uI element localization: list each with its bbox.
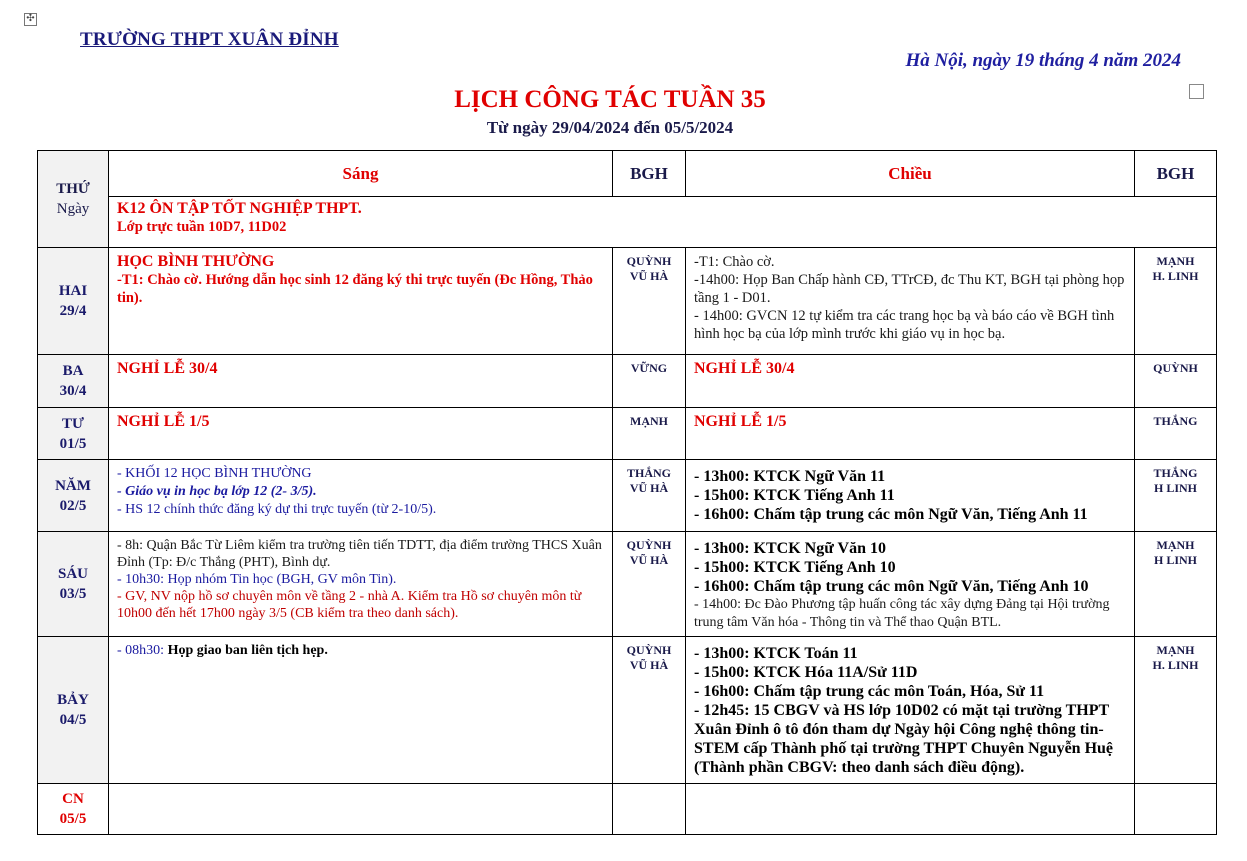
afternoon-cell [686, 532, 1135, 637]
afternoon-line: - 14h00: GVCN 12 tự kiểm tra các trang học bạ và báo cáo về BGH tình hình học bạ của lớp mình trước khi giáo vụ in học bạ. [694, 308, 1115, 342]
bgh-afternoon-cell [1135, 460, 1217, 532]
afternoon-line: - 13h00: KTCK Toán 11 [694, 645, 858, 662]
bgh-morning-cell [613, 784, 686, 835]
dateline: Hà Nội, ngày 19 tháng 4 năm 2024 [905, 50, 1181, 71]
morning-cell [109, 355, 613, 408]
bgh-afternoon-cell [1135, 408, 1217, 460]
morning-line: - KHỐI 12 HỌC BÌNH THƯỜNG [117, 466, 312, 481]
afternoon-line: - 16h00: Chấm tập trung các môn Ngữ Văn, Tiếng Anh 10 [694, 578, 1089, 595]
morning-cell [109, 637, 613, 784]
afternoon-line: - 13h00: KTCK Ngữ Văn 10 [694, 540, 886, 557]
bgh-morning-header: BGH [613, 151, 686, 197]
morning-cell [109, 248, 613, 355]
afternoon-line: - 14h00: Đc Đào Phương tập huấn công tác xây dựng Đảng tại Hội trường trung tâm Văn hóa - Thông tin và Thể thao Quận BTL. [694, 597, 1110, 630]
afternoon-column-header: Chiều [686, 151, 1135, 197]
day-cell [38, 355, 109, 408]
date-label: 04/5 [59, 712, 87, 728]
bgh-morning-cell [613, 248, 686, 355]
day-cell [38, 460, 109, 532]
bgh-name: THẮNG [626, 466, 671, 480]
day-label: TƯ [62, 415, 84, 432]
bgh-name: VŨ HÀ [629, 481, 669, 495]
date-label: 05/5 [59, 811, 87, 827]
week-note-cell [109, 197, 1217, 248]
morning-line: -T1: Chào cờ. Hướng dẫn học sinh 12 đăng ký thi trực tuyến (Đc Hồng, Thảo tin). [117, 272, 593, 306]
page-title: LỊCH CÔNG TÁC TUẦN 35 [454, 86, 766, 113]
bgh-name: VŨ HÀ [629, 269, 669, 283]
bgh-afternoon-cell [1135, 637, 1217, 784]
afternoon-cell [686, 460, 1135, 532]
morning-line: NGHỈ LỄ 30/4 [117, 360, 218, 377]
table-row [38, 784, 1217, 835]
afternoon-line: - 13h00: KTCK Ngữ Văn 11 [694, 468, 886, 485]
morning-line: - Giáo vụ in học bạ lớp 12 (2- 3/5). [117, 484, 317, 499]
morning-line: - 10h30: Họp nhóm Tin học (BGH, GV môn Tin). [117, 572, 397, 587]
week-note-line1: K12 ÔN TẬP TỐT NGHIỆP THPT. [117, 200, 362, 217]
morning-line: Họp giao ban liên tịch hẹp. [167, 643, 328, 658]
table-row [38, 637, 1217, 784]
page-subtitle: Từ ngày 29/04/2024 đến 05/5/2024 [486, 118, 734, 137]
table-row [38, 460, 1217, 532]
day-column-header [38, 151, 109, 248]
bgh-afternoon-cell [1135, 532, 1217, 637]
day-cell [38, 637, 109, 784]
afternoon-line: -T1: Chào cờ. [694, 254, 775, 270]
bgh-name: QUỲNH [626, 254, 672, 268]
bgh-afternoon-header: BGH [1135, 151, 1217, 197]
table-row [38, 408, 1217, 460]
afternoon-line: NGHỈ LỄ 30/4 [694, 360, 795, 377]
day-cell [38, 408, 109, 460]
afternoon-line: - 15h00: KTCK Tiếng Anh 10 [694, 559, 896, 576]
day-label: HAI [58, 283, 88, 299]
bgh-afternoon-cell [1135, 784, 1217, 835]
afternoon-line: -14h00: Họp Ban Chấp hành CĐ, TTrCĐ, đc Thu KT, BGH tại phòng họp tầng 1 - D01. [694, 272, 1125, 306]
bgh-name: MẠNH [1156, 254, 1195, 268]
bgh-morning-cell [613, 408, 686, 460]
bgh-name: VŨ HÀ [629, 553, 669, 567]
table-row [38, 355, 1217, 408]
afternoon-line: - 15h00: KTCK Hóa 11A/Sử 11D [694, 664, 918, 681]
bgh-name: H LINH [1153, 481, 1197, 495]
bgh-name: THẮNG [1153, 414, 1198, 428]
note-row [38, 197, 1217, 248]
afternoon-cell [686, 408, 1135, 460]
day-label: SÁU [57, 566, 88, 582]
day-cell [38, 248, 109, 355]
bgh-name: QUỲNH [626, 538, 672, 552]
bgh-name: MẠNH [630, 414, 668, 428]
bgh-name: H. LINH [1152, 658, 1199, 672]
afternoon-cell [686, 784, 1135, 835]
morning-cell [109, 532, 613, 637]
afternoon-line: - 12h45: 15 CBGV và HS lớp 10D02 có mặt tại trường THPT Xuân Đỉnh ô tô đón tham dự Ngày hội Công nghệ thông tin-STEM cấp Thành phố tại trường THPT Chuyên Nguyễn Huệ (Thành phần CBGV: theo danh sách điều động). [694, 702, 1114, 776]
afternoon-line: - 16h00: Chấm tập trung các môn Ngữ Văn, Tiếng Anh 11 [694, 506, 1088, 523]
resize-box-icon[interactable] [1189, 84, 1204, 99]
morning-line: - 8h: Quận Bắc Từ Liêm kiểm tra trường tiên tiến TDTT, địa điểm trường THCS Xuân Đỉnh (Tp: Đ/c Thắng (PHT), Bình dự. [117, 538, 602, 570]
morning-line: HỌC BÌNH THƯỜNG [117, 253, 275, 270]
bgh-morning-cell [613, 460, 686, 532]
morning-line: - HS 12 chính thức đăng ký dự thi trực tuyến (từ 2-10/5). [117, 502, 437, 517]
afternoon-cell [686, 637, 1135, 784]
morning-time-prefix: - 08h30: [117, 643, 168, 658]
morning-cell [109, 460, 613, 532]
bgh-name: VỮNG [630, 361, 668, 375]
bgh-name: MẠNH [1156, 643, 1195, 657]
day-label: BA [62, 363, 84, 379]
afternoon-line: - 15h00: KTCK Tiếng Anh 11 [694, 487, 895, 504]
morning-line: - GV, NV nộp hồ sơ chuyên môn về tầng 2 - nhà A. Kiểm tra Hồ sơ chuyên môn từ 10h00 đến hết 17h00 ngày 3/5 (CB kiểm tra theo danh sách). [117, 589, 582, 621]
bgh-name: VŨ HÀ [629, 658, 669, 672]
bgh-name: QUỲNH [1153, 361, 1198, 375]
morning-column-header: Sáng [109, 151, 613, 197]
bgh-name: H. LINH [1152, 269, 1199, 283]
bgh-name: QUỲNH [626, 643, 672, 657]
bgh-name: H LINH [1153, 553, 1197, 567]
afternoon-line: - 16h00: Chấm tập trung các môn Toán, Hóa, Sử 11 [694, 683, 1045, 700]
date-label: 29/4 [59, 303, 87, 319]
week-note-line2: Lớp trực tuần 10D7, 11D02 [117, 219, 287, 235]
day-label: NĂM [55, 477, 91, 494]
date-label: 01/5 [59, 435, 87, 452]
bgh-afternoon-cell [1135, 355, 1217, 408]
bgh-name: THẮNG [1153, 466, 1198, 480]
day-cell [38, 784, 109, 835]
table-row [38, 532, 1217, 637]
afternoon-line: NGHỈ LỄ 1/5 [694, 413, 787, 430]
morning-cell [109, 408, 613, 460]
schedule-table [37, 150, 1217, 835]
date-label: 30/4 [59, 383, 87, 399]
bgh-morning-cell [613, 355, 686, 408]
day-header-label: THỨ [56, 181, 90, 197]
date-label: 03/5 [59, 586, 87, 602]
header-row [38, 151, 1217, 197]
school-name: TRƯỜNG THPT XUÂN ĐỈNH [80, 29, 339, 50]
afternoon-cell [686, 248, 1135, 355]
bgh-afternoon-cell [1135, 248, 1217, 355]
bgh-morning-cell [613, 637, 686, 784]
morning-cell [109, 784, 613, 835]
bgh-name: MẠNH [1156, 538, 1195, 552]
day-label: BẢY [57, 692, 89, 708]
afternoon-cell [686, 355, 1135, 408]
date-label: 02/5 [59, 497, 87, 514]
date-header-label: Ngày [56, 201, 90, 217]
table-row [38, 248, 1217, 355]
bgh-morning-cell [613, 532, 686, 637]
day-label: CN [62, 791, 84, 807]
table-move-handle-icon[interactable]: ✣ [24, 13, 37, 26]
day-cell [38, 532, 109, 637]
morning-line: NGHỈ LỄ 1/5 [117, 413, 210, 430]
